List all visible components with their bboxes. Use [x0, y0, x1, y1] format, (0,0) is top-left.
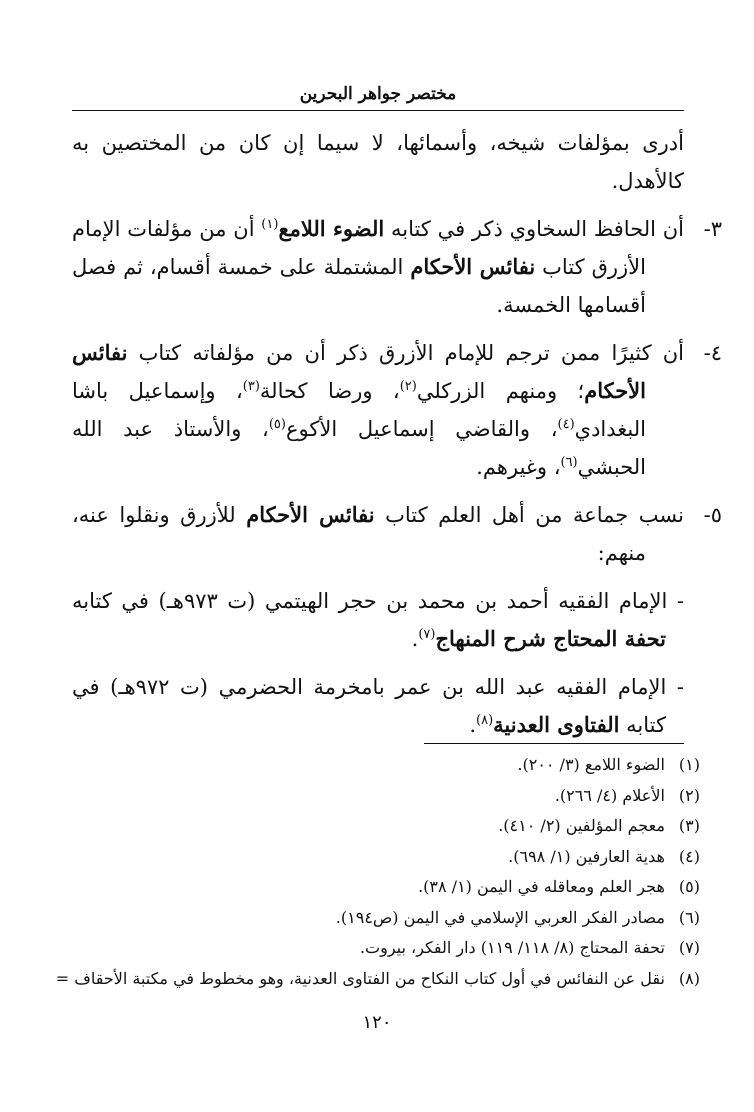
footnote-number: (٥): [678, 877, 700, 896]
footnotes-list: [40, 750, 700, 994]
paragraph-text: أن من مؤلفات الإمام الأزرق كتاب: [72, 217, 646, 279]
footnote-item: [40, 933, 700, 964]
paragraph-text: الإمام الفقيه عبد الله بن عمر بامخرمة الحضرمي (ت ٩٧٢هـ) في كتابه: [72, 675, 667, 737]
paragraph-text: نسب جماعة من أهل العلم كتاب: [374, 503, 684, 527]
footnote-item: [40, 842, 700, 873]
paragraph-text: ؛ ومنهم الزركلي: [416, 379, 585, 403]
main-text: [72, 124, 723, 754]
paragraph-item-5: ٥-نسب جماعة من أهل العلم كتاب نفائس الأحكام للأزرق ونقلوا عنه، منهم:: [72, 502, 722, 565]
footnote-text: هدية العارفين (١/ ٦٩٨).: [508, 846, 665, 866]
footnote-item: [40, 750, 700, 781]
footnote-rule: [424, 743, 684, 744]
footnote-ref[interactable]: (٣): [242, 379, 260, 394]
footnote-item: [40, 781, 700, 812]
header-rule: [72, 110, 684, 111]
footnote-text: الضوء اللامع (٣/ ٢٠٠).: [517, 755, 665, 774]
paragraph-dash-2: [72, 668, 684, 744]
paragraph-continuation: أدرى بمؤلفات شيخه، وأسمائها، لا سيما إن كان من المختصين به كالأهدل.: [72, 131, 684, 193]
footnote-text: نقل عن النفائس في أول كتاب النكاح من الفتاوى العدنية، وهو مخطوط في مكتبة الأحقاف =: [55, 968, 665, 988]
footnote-ref[interactable]: (٨): [476, 713, 494, 728]
book-title: الضوء اللامع: [278, 216, 385, 241]
footnote-item: [40, 811, 700, 842]
footnote-ref[interactable]: (٥): [268, 417, 286, 432]
book-title: الفتاوى العدنية: [493, 712, 620, 737]
footnote-ref[interactable]: (٢): [399, 379, 417, 394]
page-number: ١٢٠: [362, 1012, 392, 1033]
footnote-text: تحفة المحتاج (٨/ ١١٨/ ١١٩) دار الفكر، بيروت.: [359, 938, 665, 957]
footnote-number: (٣): [678, 816, 700, 835]
footnote-item: [40, 903, 700, 934]
footnote-text: هجر العلم ومعاقله في اليمن (١/ ٣٨).: [418, 877, 665, 896]
footnote-text: معجم المؤلفين (٢/ ٤١٠).: [498, 816, 665, 835]
paragraph-text: ، والقاضي إسماعيل الأكوع: [285, 417, 558, 441]
footnote-ref[interactable]: (٦): [560, 455, 578, 470]
book-title: نفائس الأحكام: [410, 254, 536, 279]
dash-marker: -: [666, 675, 684, 699]
paragraph-text: .: [411, 627, 419, 651]
footnote-item: [40, 872, 700, 903]
paragraph-item-3: ٣-أن الحافظ السخاوي ذكر في كتابه الضوء اللامع$^{(١)}$ أن من مؤلفات الإمام الأزرق كتاب نفائس الأحكام المشتملة على خمسة أقسام، ثم فصل أقسامها الخمسة.: [72, 216, 723, 317]
footnote-text: الأعلام (٤/ ٢٦٦).: [554, 785, 665, 805]
paragraph-text: أن كثيرًا ممن ترجم للإمام الأزرق ذكر أن من مؤلفاته كتاب: [127, 341, 684, 365]
paragraph-item-4: ٤-أن كثيرًا ممن ترجم للإمام الأزرق ذكر أن من مؤلفاته كتاب نفائس الأحكام؛ ومنهم الزركلي$^{(٢)}$، ورضا كحالة$^{(٣)}$، وإسماعيل باشا البغدادي$^{(٤)}$، والقاضي إسماعيل الأكوع$^{(٥)}$، والأستاذ عبد الله الحبشي$^{(٦)}$، وغيرهم.: [72, 340, 722, 479]
paragraph-text: ، والأستاذ عبد الله الحبشي: [72, 417, 646, 479]
footnote-ref[interactable]: (٤): [557, 417, 575, 432]
paragraph-text: ، وغيرهم.: [476, 455, 561, 479]
paragraph-dash-1: [72, 582, 684, 658]
book-title: نفائس الأحكام: [72, 340, 646, 403]
footnote-text: مصادر الفكر العربي الإسلامي في اليمن (ص١٩٤).: [335, 907, 665, 927]
paragraph-text: أن الحافظ السخاوي ذكر في كتابه: [384, 217, 685, 241]
footnote-number: (٧): [678, 938, 700, 957]
book-title: نفائس الأحكام: [246, 502, 375, 527]
paragraph-text: للأزرق ونقلوا عنه، منهم:: [72, 503, 646, 565]
footnote-ref[interactable]: (٧): [418, 627, 436, 642]
footnote-number: (٢): [678, 785, 700, 805]
footnote-number: (٨): [678, 968, 700, 988]
dash-marker: -: [667, 589, 684, 613]
footnote-number: (٦): [678, 907, 700, 927]
paragraph-text: ، وإسماعيل باشا البغدادي: [72, 379, 646, 441]
running-header-title: مختصر جواهر البحرين: [299, 84, 457, 104]
paragraph-text: المشتملة على خمسة أقسام، ثم فصل أقسامها الخمسة.: [72, 255, 646, 317]
paragraph-text: الإمام الفقيه أحمد بن محمد بن حجر الهيتمي (ت ٩٧٣هـ) في كتابه: [72, 589, 668, 613]
footnote-ref[interactable]: (١): [261, 217, 279, 232]
paragraph-text: .: [469, 713, 477, 737]
footnote-item: [40, 964, 700, 995]
paragraph-text: ، ورضا كحالة: [259, 379, 400, 403]
book-title: تحفة المحتاج شرح المنهاج: [435, 626, 666, 651]
footnote-number: (٤): [678, 846, 700, 866]
footnote-number: (١): [678, 755, 700, 774]
